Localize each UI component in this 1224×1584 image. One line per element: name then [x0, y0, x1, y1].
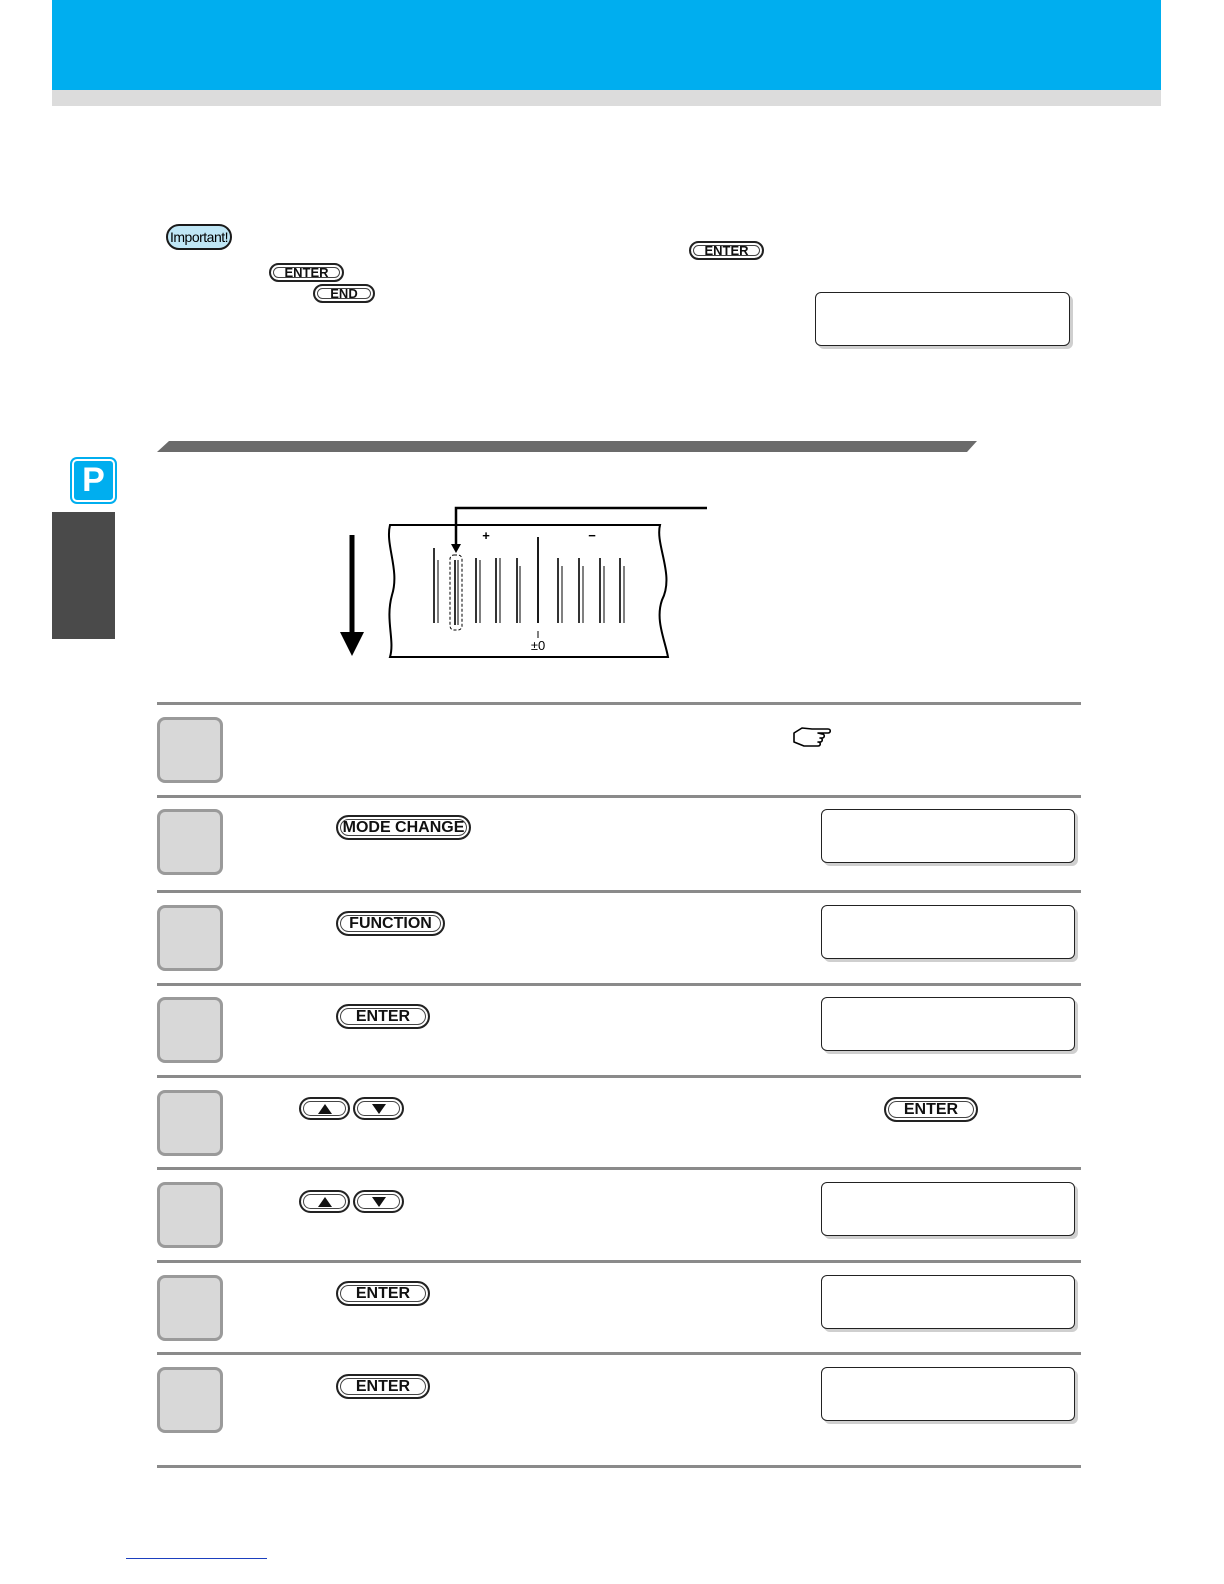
- up-arrow-icon: [318, 1197, 332, 1207]
- up-arrow-key-step-5[interactable]: [299, 1097, 350, 1120]
- header-banner-shadow: [52, 90, 1161, 106]
- lcd-display-step-8: [821, 1367, 1075, 1421]
- lcd-display-step-6: [821, 1182, 1075, 1236]
- feed-direction-arrow-head: [340, 632, 364, 656]
- step-6-box: [157, 1182, 223, 1248]
- step-divider: [157, 1260, 1081, 1263]
- down-arrow-icon: [372, 1197, 386, 1207]
- footer-link-underline[interactable]: [126, 1558, 267, 1559]
- step-3-box: [157, 905, 223, 971]
- section-header-bar: [157, 441, 977, 453]
- enter-key-step-5[interactable]: ENTER: [884, 1097, 978, 1122]
- adjustment-pattern-figure: [330, 500, 720, 665]
- pattern-minus-label: −: [588, 528, 596, 543]
- chapter-side-tab: [52, 512, 115, 639]
- step-divider: [157, 1167, 1081, 1170]
- pattern-plus-label: +: [482, 528, 490, 543]
- down-arrow-key-step-5[interactable]: [353, 1097, 404, 1120]
- step-2-box: [157, 809, 223, 875]
- enter-key-step-4[interactable]: ENTER: [336, 1004, 430, 1029]
- step-divider: [157, 702, 1081, 705]
- function-key[interactable]: FUNCTION: [336, 911, 445, 936]
- step-4-box: [157, 997, 223, 1063]
- step-1-box: [157, 717, 223, 783]
- up-arrow-key-step-6[interactable]: [299, 1190, 350, 1213]
- step-divider: [157, 1352, 1081, 1355]
- step-5-box: [157, 1090, 223, 1156]
- header-banner: [52, 0, 1161, 90]
- chapter-p-letter: P: [82, 461, 105, 499]
- step-divider: [157, 1075, 1081, 1078]
- media-sheet-outline: [389, 525, 668, 657]
- lcd-display-step-7: [821, 1275, 1075, 1329]
- step-divider: [157, 983, 1081, 986]
- important-badge-label: Important!: [169, 229, 229, 245]
- chapter-p-icon: [72, 459, 115, 502]
- step-7-box: [157, 1275, 223, 1341]
- step-list-bottom-rule: [157, 1465, 1081, 1468]
- important-badge: [166, 224, 232, 250]
- enter-key-note-2[interactable]: ENTER: [269, 263, 344, 282]
- enter-key-step-8[interactable]: ENTER: [336, 1374, 430, 1399]
- up-arrow-icon: [318, 1104, 332, 1114]
- pattern-zero-label: ±0: [530, 638, 546, 653]
- pointing-hand-shape: [794, 728, 830, 746]
- mode-change-key[interactable]: MODE CHANGE: [336, 815, 471, 840]
- step-divider: [157, 795, 1081, 798]
- step-8-box: [157, 1367, 223, 1433]
- lcd-display-step-2: [821, 809, 1075, 863]
- end-key-note[interactable]: END: [313, 284, 375, 303]
- enter-key-note-1[interactable]: ENTER: [689, 241, 764, 260]
- enter-key-step-7[interactable]: ENTER: [336, 1281, 430, 1306]
- lcd-display-note: [815, 292, 1070, 346]
- lcd-display-step-3: [821, 905, 1075, 959]
- section-header-bar-shape: [157, 441, 977, 452]
- pointing-hand-icon: [792, 725, 832, 749]
- down-arrow-key-step-6[interactable]: [353, 1190, 404, 1213]
- lcd-display-step-4: [821, 997, 1075, 1051]
- down-arrow-icon: [372, 1104, 386, 1114]
- step-divider: [157, 890, 1081, 893]
